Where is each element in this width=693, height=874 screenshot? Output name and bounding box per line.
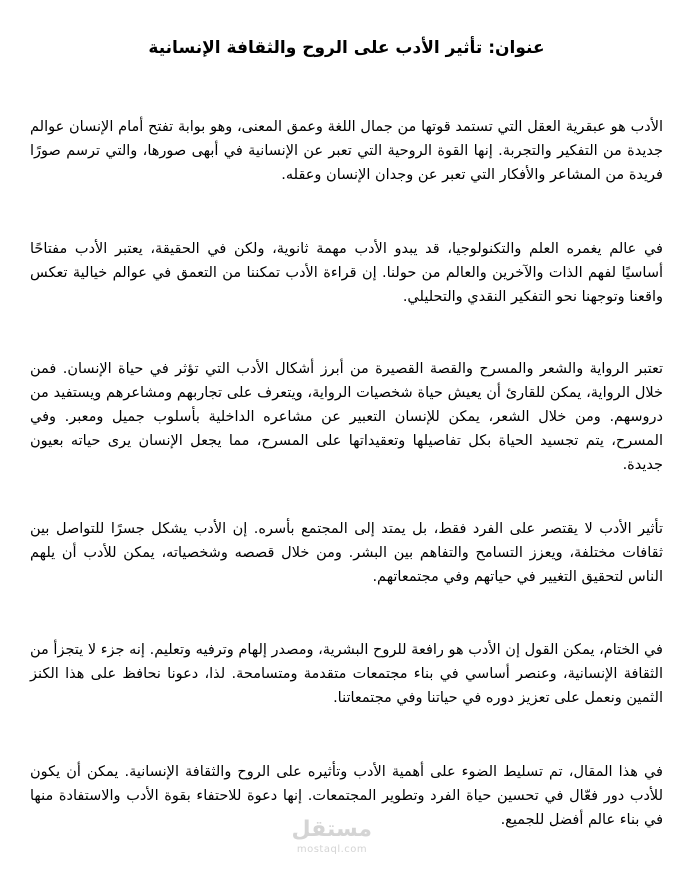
- paragraph-conclusion: في الختام، يمكن القول إن الأدب هو رافعة للروح البشرية، ومصدر إلهام وترفيه وتعليم. إنه جزء لا يتجزأ من الثقافة الإنسانية، وعنصر أساسي في بناء مجتمعات متقدمة ومتسامحة. لذا، دعونا نحافظ على هذا الكنز الثمين ونعمل على تعزيز دوره في حياتنا وفي مجتمعاتنا.: [30, 642, 663, 706]
- watermark-logo-text: مستقل: [291, 817, 372, 842]
- watermark-url: mostaql.com: [296, 844, 368, 855]
- paragraph-literary-forms: تعتبر الرواية والشعر والمسرح والقصة القصيرة من أبرز أشكال الأدب التي تؤثر في حياة الإنسان. فمن خلال الرواية، يمكن للقارئ أن يعيش حياة شخصيات الرواية، ويتعرف على تجاربهم ومشاعرهم ويستفيد من دروسهم. ومن خلال الشعر، يمكن للإنسان التعبير عن مشاعره الداخلية بأسلوب جميل ومعبر. وفي المسرح، يتم تجسيد الحياة بكل تفاصيلها وتعقيداتها على المسرح، مما يجعل الإنسان يرى حياته بعيون جديدة.: [30, 361, 663, 473]
- paragraph-society-impact: تأثير الأدب لا يقتصر على الفرد فقط، بل يمتد إلى المجتمع بأسره. إن الأدب يشكل جسرًا للتواصل بين ثقافات مختلفة، ويعزز التسامح والتفاهم بين البشر. ومن خلال قصصه وشخصياته، يمكن للأدب أن يلهم الناس لتحقيق التغيير في حياتهم وفي مجتمعاتهم.: [30, 521, 663, 585]
- paragraph-intro: الأدب هو عبقرية العقل التي تستمد قوتها من جمال اللغة وعمق المعنى، وهو بوابة تفتح أمام الإنسان عوالم جديدة من التفكير والتجربة. إنها القوة الروحية التي تعبر عن الإنسانية في أبهى صورها، والتي ترسم صورًا فريدة من المشاعر والأفكار التي تعبر عن وجدان الإنسان وعقله.: [30, 119, 663, 183]
- paragraph-summary: في هذا المقال، تم تسليط الضوء على أهمية الأدب وتأثيره على الروح والثقافة الإنسانية. يمكن أن يكون للأدب دور فعّال في تحسين حياة الفرد وتطوير المجتمعات. إنها دعوة للاحتفاء بقوة الأدب والاستفادة منها في بناء عالم أفضل للجميع.: [30, 764, 663, 828]
- mostaql-watermark: [292, 816, 372, 862]
- paragraph-science-world: في عالم يغمره العلم والتكنولوجيا، قد يبدو الأدب مهمة ثانوية، ولكن في الحقيقة، يعتبر الأدب مفتاحًا أساسيًا لفهم الذات والآخرين والعالم من حولنا. إن قراءة الأدب تمكننا من التعمق في عوالم خيالية تعكس واقعنا وتوجهنا نحو التفكير النقدي والتحليلي.: [30, 241, 663, 305]
- document-title: عنوان: تأثير الأدب على الروح والثقافة الإنسانية: [148, 38, 545, 58]
